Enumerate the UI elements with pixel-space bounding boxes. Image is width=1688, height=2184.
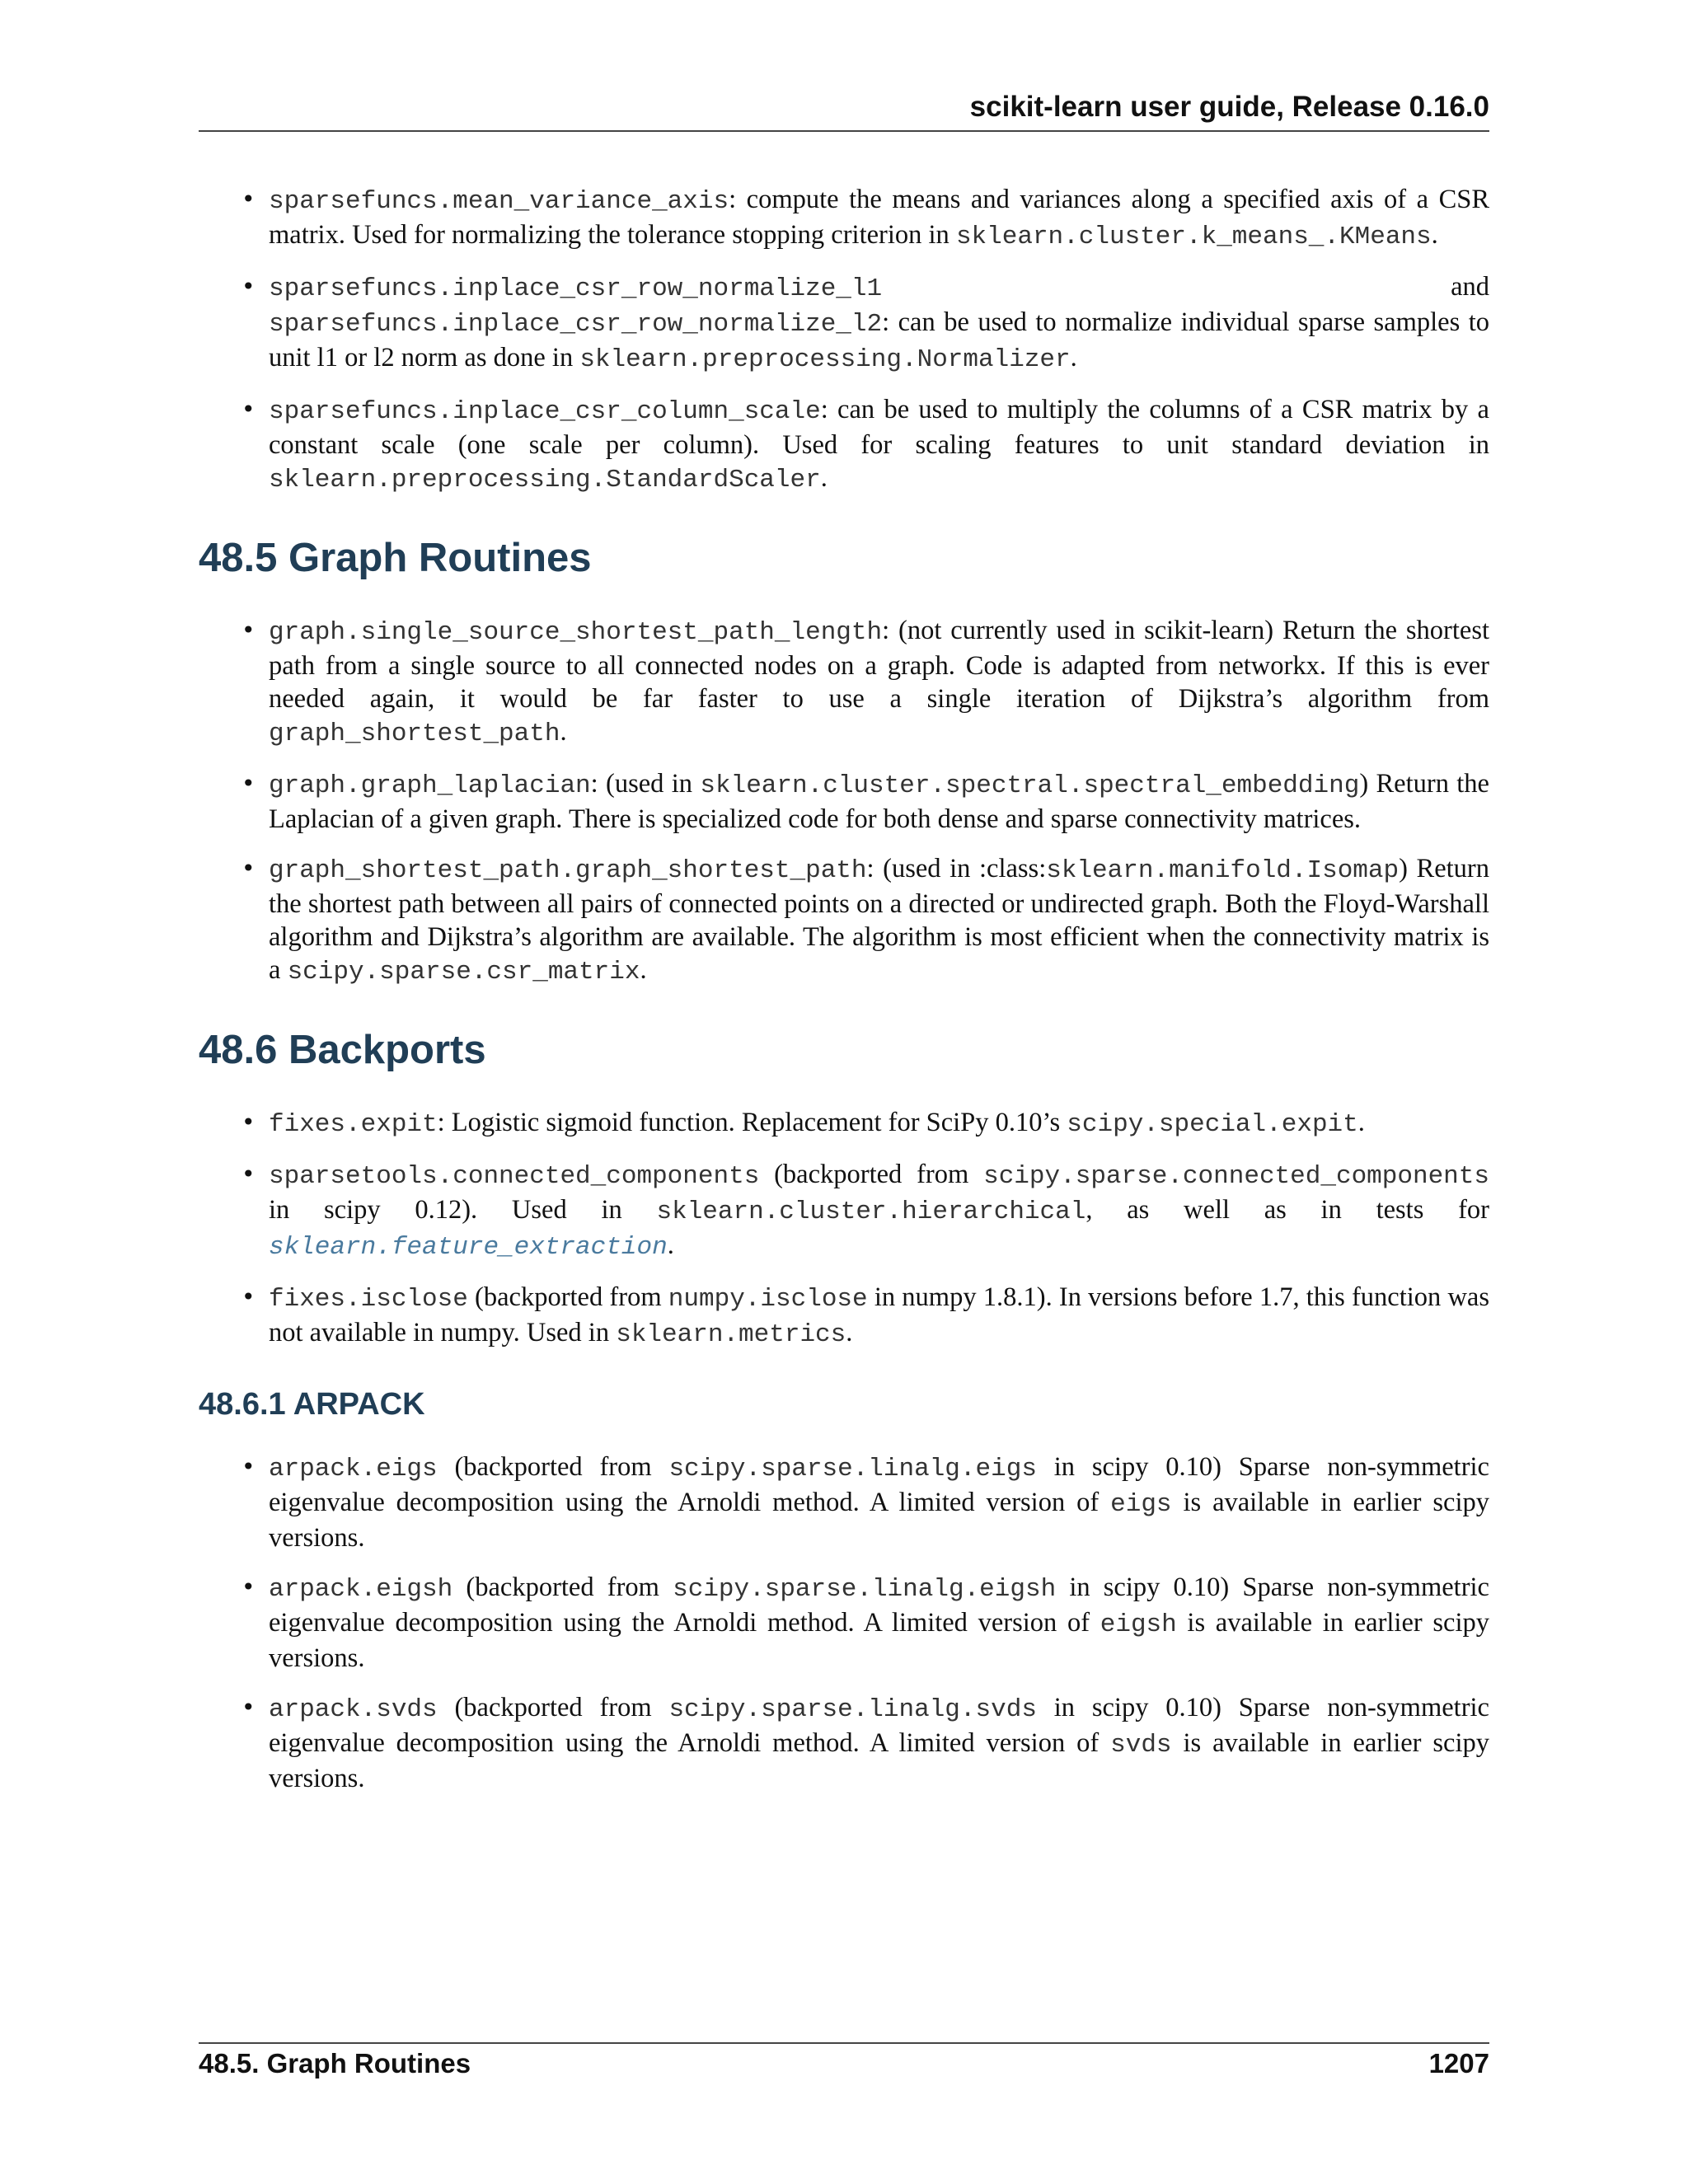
code-reference: graph_shortest_path (269, 719, 560, 748)
item-text: and (882, 272, 1489, 302)
list-item (199, 183, 1489, 254)
item-text: in scipy 0.12). Used in (269, 1195, 657, 1225)
item-text: . (667, 1230, 674, 1260)
code-reference: sparsefuncs.inplace_csr_row_normalize_l2 (269, 310, 883, 339)
backports-list (199, 1106, 1489, 1352)
item-text: . (1070, 343, 1077, 373)
list-item (199, 1158, 1489, 1264)
item-text: is available in earlier scipy versions. (269, 1728, 1489, 1793)
code-reference: graph.single_source_shortest_path_length (269, 618, 883, 647)
list-item (199, 1281, 1489, 1352)
code-reference: scipy.sparse.linalg.eigsh (673, 1575, 1057, 1604)
code-reference: arpack.svds (269, 1695, 438, 1724)
list-item (199, 1106, 1489, 1141)
footer-rule (199, 2042, 1489, 2044)
list-item (199, 767, 1489, 836)
code-reference: sparsetools.connected_components (269, 1162, 760, 1191)
list-item (199, 852, 1489, 989)
code-reference: graph.graph_laplacian (269, 771, 591, 800)
list-item (199, 614, 1489, 751)
item-text: : (used in (590, 769, 701, 799)
code-reference: sklearn.cluster.hierarchical (656, 1197, 1086, 1226)
item-text: ) Return the Laplacian of a given graph. There is specialized code for both dense and sparse connectivity matrices. (269, 769, 1489, 834)
section-title-graph-routines: 48.5 Graph Routines (199, 536, 592, 580)
code-reference: eigsh (1100, 1610, 1177, 1639)
code-reference: sklearn.metrics (616, 1320, 846, 1349)
item-text: in numpy 1.8.1). In versions before 1.7, this function was not available in numpy. Used in (269, 1282, 1489, 1347)
item-text: : Logistic sigmoid function. Replacement for SciPy 0.10’s (437, 1108, 1067, 1137)
code-reference: sparsefuncs.mean_variance_axis (269, 187, 729, 216)
code-reference: sklearn.manifold.Isomap (1046, 856, 1400, 885)
code-reference: arpack.eigs (269, 1455, 438, 1483)
item-text: : (not currently used in scikit-learn) Return the shortest path from a single source to all connected nodes on a graph. Code is adapted from networkx. If this is ever needed again, it would be far faster to use a single iteration of Dijkstra’s algorithm from (269, 616, 1489, 714)
code-reference: sklearn.cluster.spectral.spectral_embedding (700, 771, 1360, 800)
item-text: (backported from (437, 1452, 669, 1482)
item-text: . (820, 463, 828, 493)
list-item (199, 270, 1489, 377)
list-item (199, 1571, 1489, 1675)
code-reference: sparsefuncs.inplace_csr_row_normalize_l1 (269, 274, 883, 303)
code-reference: sparsefuncs.inplace_csr_column_scale (269, 397, 821, 426)
item-text: . (846, 1318, 853, 1347)
item-text: : compute the means and variances along a specified axis of a CSR matrix. Used for normalizing the tolerance stopping criterion in (269, 185, 1489, 250)
code-reference: scipy.sparse.csr_matrix (287, 958, 640, 987)
item-text: : can be used to multiply the columns of a CSR matrix by a constant scale (one scale per column). Used for scaling features to unit standard deviation in (269, 395, 1489, 460)
code-reference: scipy.sparse.connected_components (983, 1162, 1489, 1191)
item-text: in scipy 0.10) Sparse non-symmetric eigenvalue decomposition using the Arnoldi method. A limited version of (269, 1452, 1489, 1517)
code-reference: fixes.isclose (269, 1285, 468, 1314)
item-text: in scipy 0.10) Sparse non-symmetric eigenvalue decomposition using the Arnoldi method. A limited version of (269, 1693, 1489, 1758)
item-text: in scipy 0.10) Sparse non-symmetric eigenvalue decomposition using the Arnoldi method. A limited version of (269, 1572, 1489, 1638)
item-text: (backported from (759, 1160, 984, 1189)
code-reference: sklearn.cluster.k_means_.KMeans (955, 223, 1432, 251)
code-reference: scipy.sparse.linalg.svds (668, 1695, 1037, 1724)
arpack-list (199, 1451, 1489, 1795)
footer-section-title: 48.5. Graph Routines (199, 2048, 471, 2079)
code-reference: graph_shortest_path.graph_shortest_path (269, 856, 867, 885)
item-text: is available in earlier scipy versions. (269, 1488, 1489, 1553)
code-reference: scipy.sparse.linalg.eigs (668, 1455, 1037, 1483)
item-text: . (1431, 220, 1438, 250)
code-reference: numpy.isclose (668, 1285, 868, 1314)
item-text: (backported from (452, 1572, 673, 1602)
section-title-backports: 48.6 Backports (199, 1028, 486, 1072)
sparsefuncs-list (199, 183, 1489, 497)
code-reference: scipy.special.expit (1067, 1110, 1358, 1139)
running-header: scikit-learn user guide, Release 0.16.0 (969, 91, 1489, 123)
list-item (199, 1451, 1489, 1554)
graph-routines-list (199, 614, 1489, 989)
item-text: . (640, 955, 647, 985)
page-number: 1207 (1428, 2048, 1489, 2079)
item-text: . (560, 717, 567, 747)
item-text: , as well as in tests for (1085, 1195, 1489, 1225)
item-text: . (1357, 1108, 1365, 1137)
code-reference: sklearn.preprocessing.Normalizer (579, 345, 1071, 374)
item-text: (backported from (437, 1693, 669, 1722)
item-text: is available in earlier scipy versions. (269, 1608, 1489, 1673)
item-text: (backported from (467, 1282, 668, 1312)
item-text: ) Return the shortest path between all pairs of connected points on a directed or undirected graph. Both the Floyd-Warshall algorithm and Dijkstra’s algorithm are available. The algorithm is most efficient when the connectivity matrix is a (269, 854, 1489, 985)
code-reference: fixes.expit (269, 1110, 438, 1139)
item-text: : can be used to normalize individual sparse samples to unit l1 or l2 norm as done in (269, 307, 1489, 373)
cross-reference-link[interactable]: sklearn.feature_extraction (269, 1233, 668, 1262)
subsection-title-arpack: 48.6.1 ARPACK (199, 1387, 425, 1422)
header-rule (199, 130, 1489, 132)
page-content (199, 183, 1489, 1811)
list-item (199, 1691, 1489, 1795)
code-reference: arpack.eigsh (269, 1575, 453, 1604)
list-item (199, 393, 1489, 497)
code-reference: svds (1110, 1731, 1172, 1760)
code-reference: eigs (1110, 1490, 1172, 1519)
item-text: : (used in :class: (866, 854, 1047, 883)
code-reference: sklearn.preprocessing.StandardScaler (269, 466, 821, 494)
